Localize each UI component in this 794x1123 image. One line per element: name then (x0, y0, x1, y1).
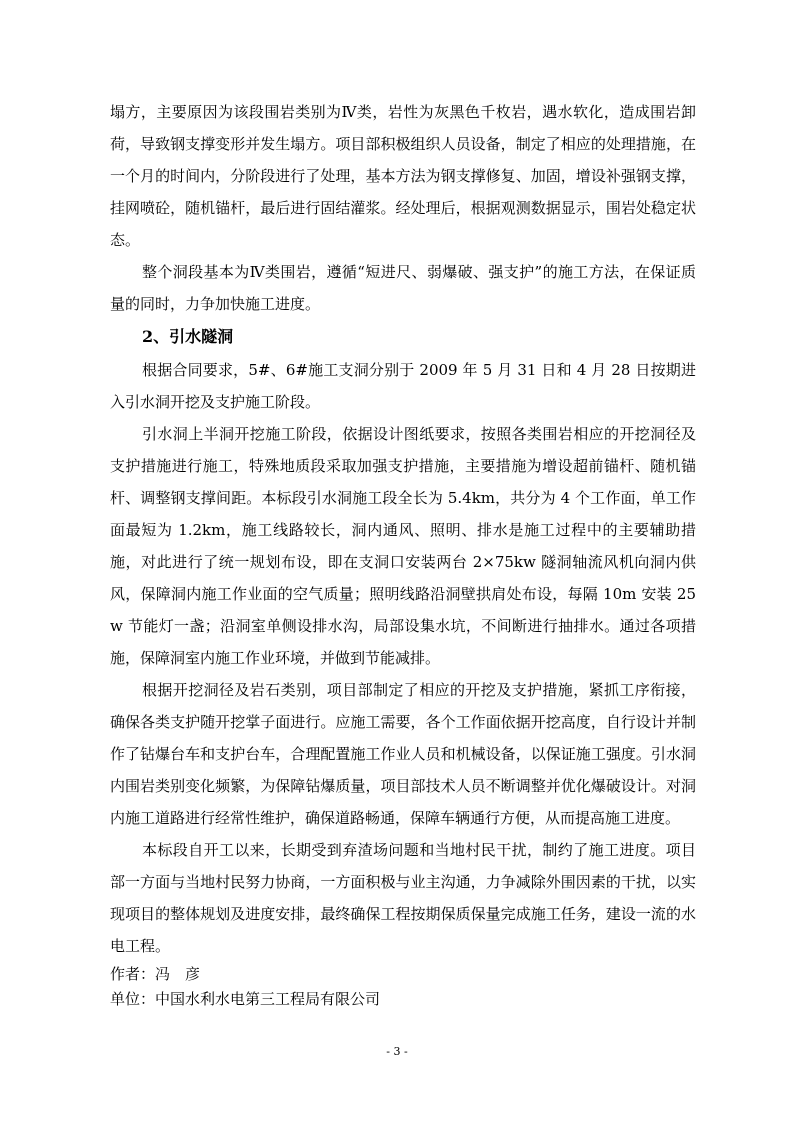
page-number: - 3 - (386, 1045, 408, 1058)
unit-line: 单位：中国水利水电第三工程局有限公司 (110, 990, 381, 1008)
section-heading-diversion-tunnel: 2、引水隧洞 (142, 327, 234, 346)
paragraph-collapse-handling: 塌方，主要原因为该段围岩类别为Ⅳ类，岩性为灰黑色千枚岩，遇水软化，造成围岩卸荷，导致钢支撑变形并发生塌方。项目部积极组织人员设备，制定了相应的处理措施，在一个月的时间内，分阶段进行了处理，基本方法为钢支撑修复、加固，增设补强钢支撑，挂网喷砼，随机锚杆，最后进行固结灌浆。经处理后，根据观测数据显示，围岩处稳定状态。 (110, 103, 696, 249)
paragraph-contract-schedule: 根据合同要求，5#、6#施工支洞分别于 2009 年 5 月 31 日和 4 月 28 日按期进入引水洞开挖及支护施工阶段。 (110, 361, 696, 411)
paragraph-excavation-support: 引水洞上半洞开挖施工阶段，依据设计图纸要求，按照各类围岩相应的开挖洞径及支护措施进行施工，特殊地质段采取加强支护措施，主要措施为增设超前锚杆、随机锚杆、调整钢支撑间距。本标段引水洞施工段全长为 5.4km，共分为 4 个工作面，单工作面最短为 1.2km，施工线路较长，洞内通风、照明、排水是施工过程中的主要辅助措施，对此进行了统一规划布设，即在支洞口安装两台 2×75kw 隧洞轴流风机向洞内供风，保障洞内施工作业面的空气质量；照明线路沿洞壁拱肩处布设，每隔 10m 安装 25w 节能灯一盏；沿洞室单侧设排水沟，局部设集水坑，不间断进行抽排水。通过各项措施，保障洞室内施工作业环境，并做到节能减排。 (110, 425, 696, 667)
document-body (110, 96, 696, 1012)
author-line: 作者：冯 彦 (110, 965, 201, 983)
paragraph-measures: 根据开挖洞径及岩石类别，项目部制定了相应的开挖及支护措施，紧抓工序衔接，确保各类支护随开挖掌子面进行。应施工需要，各个工作面依据开挖高度，自行设计并制作了钻爆台车和支护台车，合理配置施工作业人员和机械设备，以保证施工强度。引水洞内围岩类别变化频繁，为保障钻爆质量，项目部技术人员不断调整并优化爆破设计。对洞内施工道路进行经常性维护，确保道路畅通，保障车辆通行方便，从而提高施工进度。 (110, 681, 696, 827)
paragraph-construction-method: 整个洞段基本为Ⅳ类围岩，遵循“短进尺、弱爆破、强支护”的施工方法，在保证质量的同时，力争加快施工进度。 (110, 263, 696, 313)
paragraph-progress-constraints: 本标段自开工以来，长期受到弃渣场问题和当地村民干扰，制约了施工进度。项目部一方面与当地村民努力协商，一方面积极与业主沟通，力争减除外围因素的干扰，以实现项目的整体规划及进度安排，最终确保工程按期保质保量完成施工任务，建设一流的水电工程。 (110, 841, 696, 955)
